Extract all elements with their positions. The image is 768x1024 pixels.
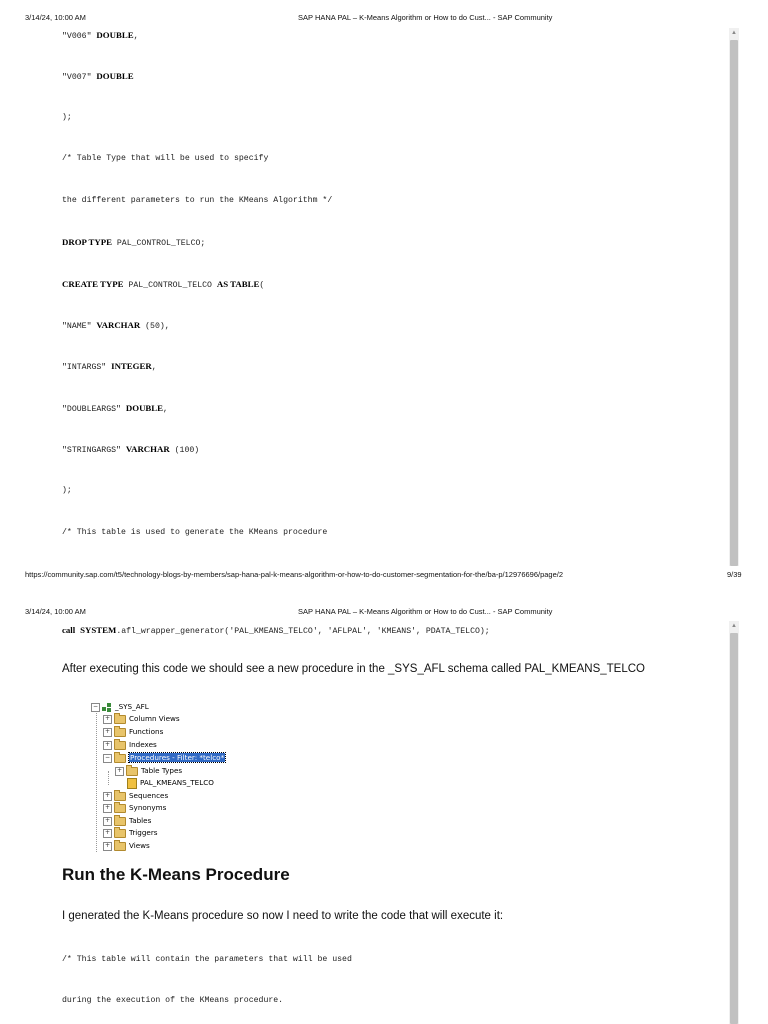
scroll-up-arrow-icon[interactable]: ▲ bbox=[731, 30, 737, 36]
code-text: /* Table Type that will be used to specify bbox=[62, 154, 269, 163]
code-line bbox=[62, 279, 264, 290]
collapse-icon: − bbox=[92, 702, 99, 710]
expand-icon: + bbox=[116, 766, 123, 774]
code-keyword: DOUBLE bbox=[125, 403, 164, 413]
code-text: , bbox=[163, 405, 168, 414]
tree-node: + Indexes bbox=[104, 740, 157, 749]
tree-node: + Synonyms bbox=[104, 803, 167, 812]
code-text: (50), bbox=[140, 322, 170, 331]
tree-node: + Column Views bbox=[104, 714, 180, 723]
code-text: PAL_CONTROL_TELCO; bbox=[111, 239, 206, 248]
code-text: , bbox=[151, 363, 157, 372]
procedure-icon bbox=[127, 778, 137, 789]
code-text: "DOUBLEARGS" bbox=[62, 405, 126, 414]
expand-icon: + bbox=[104, 791, 111, 799]
tree-node: + Table Types bbox=[116, 766, 183, 775]
code-text: ( bbox=[259, 281, 265, 290]
print-page-title: SAP HANA PAL – K-Means Algorithm or How to do Cust... - SAP Community bbox=[298, 607, 553, 616]
print-page-title: SAP HANA PAL – K-Means Algorithm or How to do Cust... - SAP Community bbox=[298, 13, 553, 22]
code-text: the different parameters to run the KMeans Algorithm */ bbox=[62, 196, 333, 205]
scrollbar-thumb[interactable] bbox=[730, 40, 738, 566]
code-keyword: VARCHAR bbox=[96, 320, 141, 330]
folder-icon bbox=[114, 804, 126, 813]
code-text: , bbox=[133, 32, 139, 41]
tree-node: + Sequences bbox=[104, 791, 169, 800]
collapse-icon: − bbox=[104, 753, 111, 761]
paragraph: After executing this code we should see a new procedure in the _SYS_AFL schema called PAL_KMEANS_TELCO bbox=[62, 663, 645, 675]
expand-icon: + bbox=[104, 841, 111, 849]
code-line bbox=[62, 486, 72, 495]
code-text: "NAME" bbox=[62, 322, 97, 331]
print-datetime: 3/14/24, 10:00 AM bbox=[25, 607, 86, 616]
expand-icon: + bbox=[104, 740, 111, 748]
expand-icon: + bbox=[104, 828, 111, 836]
code-line bbox=[62, 196, 332, 205]
code-line bbox=[62, 320, 170, 331]
paragraph: I generated the K-Means procedure so now I need to write the code that will execute it: bbox=[62, 910, 504, 922]
folder-icon bbox=[114, 728, 126, 737]
print-page-number: 9/39 bbox=[727, 570, 742, 579]
code-text: "V007" bbox=[62, 73, 97, 82]
scroll-up-arrow-icon[interactable]: ▲ bbox=[731, 623, 737, 629]
code-text: "INTARGS" bbox=[62, 363, 112, 372]
code-line: /* This table will contain the parameters that will be used bbox=[62, 955, 352, 964]
code-keyword: CREATE TYPE bbox=[62, 279, 124, 289]
schema-icon bbox=[102, 703, 112, 712]
folder-icon bbox=[114, 829, 126, 838]
code-keyword: AS TABLE bbox=[216, 279, 260, 289]
code-line bbox=[62, 113, 72, 122]
code-text: "STRINGARGS" bbox=[62, 446, 126, 455]
code-keyword: DROP TYPE bbox=[62, 237, 112, 247]
tree-node: + Triggers bbox=[104, 828, 158, 837]
section-heading: Run the K-Means Procedure bbox=[62, 865, 290, 884]
code-text: "V006" bbox=[62, 32, 97, 41]
code-text: ); bbox=[62, 113, 72, 122]
tree-node-selected: − Procedures - Filter: *telco* bbox=[104, 753, 225, 762]
code-text: (100) bbox=[169, 446, 200, 455]
code-line bbox=[62, 30, 138, 41]
folder-icon bbox=[114, 792, 126, 801]
code-keyword: SYSTEM bbox=[80, 625, 117, 635]
code-line bbox=[62, 403, 168, 414]
code-text: ); bbox=[62, 486, 72, 495]
code-keyword: INTEGER bbox=[111, 361, 152, 371]
code-keyword: VARCHAR bbox=[125, 444, 170, 454]
expand-icon: + bbox=[104, 727, 111, 735]
tree-node: PAL_KMEANS_TELCO bbox=[127, 777, 214, 789]
scrollbar-thumb[interactable] bbox=[730, 633, 738, 1024]
folder-icon bbox=[114, 741, 126, 750]
tree-node: + Functions bbox=[104, 727, 164, 736]
code-keyword: call bbox=[62, 625, 76, 635]
tree-node: + Tables bbox=[104, 816, 152, 825]
code-line bbox=[62, 528, 327, 537]
code-line bbox=[62, 154, 268, 163]
expand-icon: + bbox=[104, 714, 111, 722]
folder-icon bbox=[114, 817, 126, 826]
code-text: .afl_wrapper_generator('PAL_KMEANS_TELCO', 'AFLPAL', 'KMEANS', PDATA_TELCO); bbox=[116, 627, 490, 636]
code-text: /* This table is used to generate the KMeans procedure bbox=[62, 528, 328, 537]
code-line bbox=[62, 361, 157, 372]
code-keyword: DOUBLE bbox=[96, 71, 134, 81]
print-url: https://community.sap.com/t5/technology-blogs-by-members/sap-hana-pal-k-means-algorithm-or-how-to-do-customer-segmentation-for-the/ba-p/12976696/page/2 bbox=[25, 570, 564, 579]
code-line bbox=[62, 444, 199, 455]
folder-icon bbox=[126, 767, 138, 776]
folder-icon bbox=[114, 842, 126, 851]
expand-icon: + bbox=[104, 803, 111, 811]
tree-node: + Views bbox=[104, 841, 150, 850]
print-datetime: 3/14/24, 10:00 AM bbox=[25, 13, 86, 22]
code-line: during the execution of the KMeans procedure. bbox=[62, 996, 284, 1005]
code-keyword: DOUBLE bbox=[96, 30, 134, 40]
code-line bbox=[62, 625, 490, 636]
folder-icon bbox=[114, 754, 126, 763]
code-line bbox=[62, 71, 134, 82]
expand-icon: + bbox=[104, 816, 111, 824]
tree-node-root: − _SYS_AFL bbox=[92, 702, 149, 711]
folder-icon bbox=[114, 715, 126, 724]
code-line bbox=[62, 237, 205, 248]
code-text: PAL_CONTROL_TELCO bbox=[123, 281, 217, 290]
